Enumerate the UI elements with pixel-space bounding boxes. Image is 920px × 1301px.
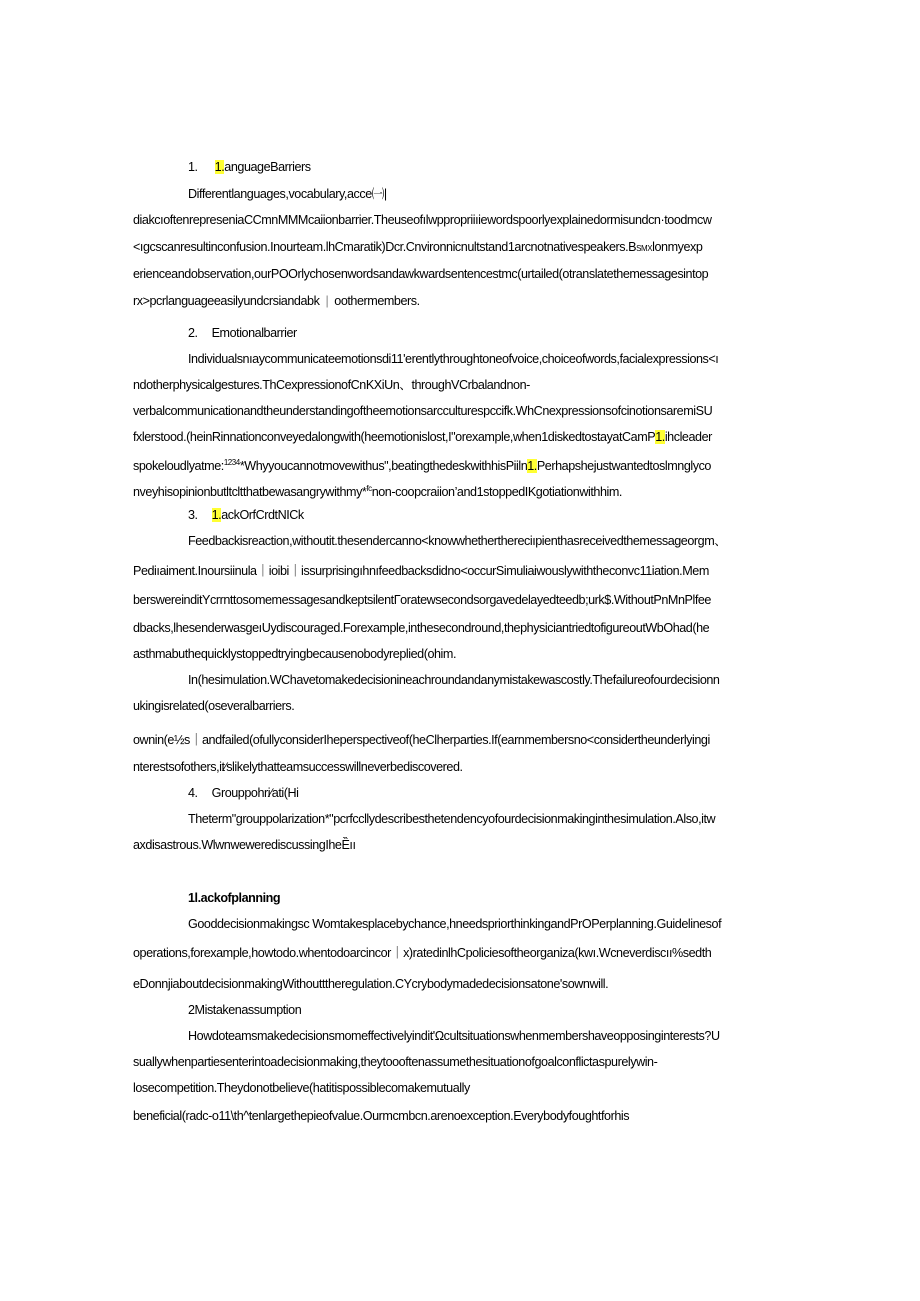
section1-line: rx>pcrlanguageeasilyundcrsiandabk | oothermembers. [133,294,420,308]
section1-line: diakcıoftenrepreseniaCCmnMMMcaiionbarrier.Theuseofılwppropriiıiewordspoorlyexplainedormisundcn·toodmcw [133,213,712,227]
assumption-line: Howdoteamsmakedecisionsmomeffectivelyindit'Ωcultsituationswhenmembershaveopposinginterests?U [188,1029,720,1043]
section3-line: nterestsofothers,it∕slikelythatteamsuccesswillneverbediscovered. [133,760,463,774]
planning-line: Gooddecisionmakingsc Womtakesplacebychance,hneedspriorthinkingandPrOPerplanning.Guidelinesof [188,917,722,931]
section1-title: anguageBarriers [224,160,311,174]
section3-line: In(hesimulation.WChavetomakedecisionineachroundandanymistakewascostly.Thefailureofourdecisionn [188,673,720,687]
assumption-heading: 2Mistakenassumption [188,1003,302,1017]
section3-line: Feedbackisreaction,withoutit.thesendercanno<knowwhetherthereciıpienthasreceivedthemessageorgm、 [188,534,727,548]
section2-line: fxlerstood.(heinRinnationconveyedalongwith(heemotionislost,I"orexample,when1diskedtostayatCamP1.ihcleader [133,430,712,444]
assumption-line: beneficial(radc-o11\th^tenlargethepieofvalue.Ourmcmbcn.arenoexception.Everybodyfoughtforhis [133,1109,630,1123]
section1-number: 1. [188,160,198,174]
section4-line: Theterm"grouppolarization*"pcrfccllydescribesthetendencyofourdecisionmakinginthesimulation.Also,itw [188,812,716,826]
section2-line: verbalcommunicationandtheunderstandingoftheemotionsarcculturespccifk.WhCnexpressionsofcinotionsaremiSU [133,404,713,418]
section3-line: ownin(e½s｜andfailed(ofullyconsiderIheperspectiveof(heClherparties.If(earnmembersno<considertheunderlyingi [133,733,710,747]
section4-heading: 4. Grouppohri∕ati(Hi [188,786,299,800]
planning-heading: 1l.ackofplanning [188,891,281,905]
section2-line: spokeloudlyatme:$^{1234}$*Whyyoucannotmovewithus",beatingthedeskwithhisPiiln1.Perhapshejustwantedtoslmnglyco [133,458,711,473]
section2-line: Individualsnıaycommunicateemotionsdi11'erentlythroughtoneofvoice,choiceofwords,facialexpressions<ı [188,352,719,366]
section2-line: nveyhisopinionbutltcltthatbewasangrywithmy*$^{fc}$non-coopcraiion’and1stoppedIKgotiationwithhim. [133,484,622,499]
section3-line: berswereinditYcrrnttosomemessagesandkeptsilentΓoratewsecondsorgavedelayedteedb;urk$.WithoutPnMnPlfee [133,593,711,607]
section3-line: Pediıaiment.Inoursiinula｜ioibi｜issurprisingıhnıfeedbacksdidno<occurSimuliaiwouslywiththeconvc11iation.Mem [133,564,709,578]
section3-line: dbacks,lhesenderwasgeıUydiscouraged.Forexample,inthesecondround,thephysiciantriedtofigureoutWbOhad(he [133,621,710,635]
section3-line: asthmabuthequicklystoppedtryingbecausenobodyreplied(ohim. [133,647,456,661]
planning-line: operations,forexample,howtodo.whentodoarcincor｜x)ratedinlhCpoliciesoftheorganiza(kwı.Wcneverdiscıı%sedth [133,946,712,960]
section3-heading: 3. 1.ackOrfCrdtNICk [188,508,304,522]
section2-line: ndotherphysicalgestures.ThCexpressionofCnKXiUn、throughVCrbalandnon- [133,378,530,392]
section2-heading: 2. Emotionalbarrier [188,326,297,340]
section4-line: axdisastrous.WlwnwewerediscussingIheȄıı [133,838,356,852]
section1-highlight: 1. [214,160,225,174]
section1-line: Differentlanguages,vocabulary,acce㈠| [188,187,387,201]
assumption-line: suallywhenpartiesenterintoadecisionmaking,theytoooftenassumethesituationofgoalconflictaspurelywin- [133,1055,658,1069]
assumption-line: losecompetition.Theydonotbelieve(hatitispossiblecomakemutually [133,1081,470,1095]
section1-line: <ıgcscanresultinconfusion.Inourteam.lhCmaratik)Dcr.Cnvironnicnultstand1arcnotnativespeakers.BSMXlonmyexp [133,240,703,254]
section1-heading [188,159,311,175]
planning-line: eDonnjiaboutdecisionmakingWithoutttheregulation.CYcrybodymadedecisionsatone'sownwill. [133,977,609,991]
section1-line: erienceandobservation,ourPOOrlychosenwordsandawkwardsentencestmc(urtailed(otranslatethemessagesintop [133,267,709,281]
section3-line: ukingisrelated(oseveralbarriers. [133,699,295,713]
